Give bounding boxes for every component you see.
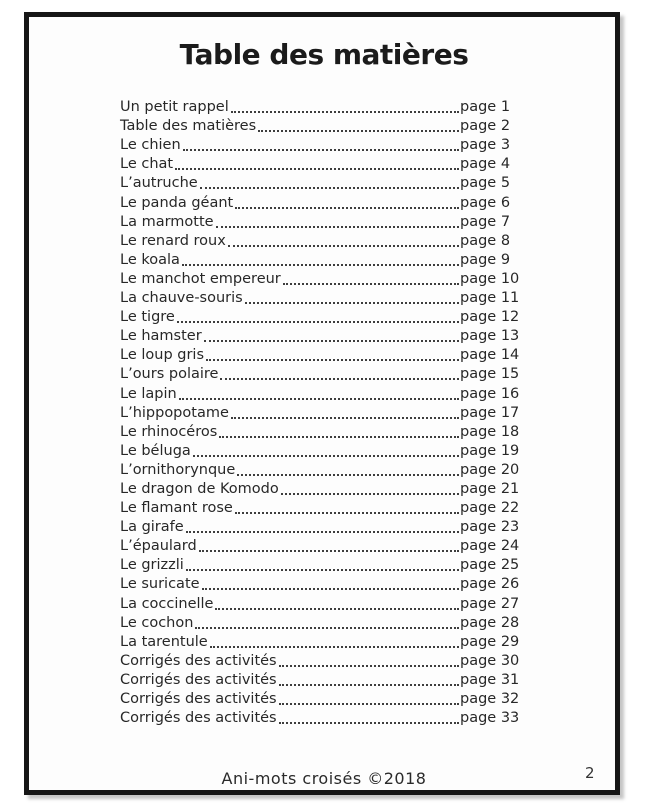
toc-entry-page: page 6 xyxy=(460,194,511,211)
toc-entry xyxy=(120,555,518,574)
toc-entry xyxy=(120,345,518,364)
toc-entry xyxy=(120,364,518,383)
toc-entry xyxy=(120,670,518,689)
toc-entry xyxy=(120,231,518,250)
toc-entry-label: Le dragon de Komodo xyxy=(120,480,279,497)
toc-entry-page: page 12 xyxy=(460,309,520,326)
toc-entry-page: page 15 xyxy=(460,366,520,383)
toc-entry xyxy=(120,441,518,460)
toc-entry-page: page 19 xyxy=(460,442,520,459)
toc-entry-label: Le rhinocéros xyxy=(120,423,218,440)
toc-entry xyxy=(120,498,518,517)
toc-entry-label: Corrigés des activités xyxy=(120,691,277,707)
page-title: Table des matières xyxy=(179,38,469,71)
toc-entry-label: La marmotte xyxy=(120,213,214,230)
toc-entry-label: L’hippopotame xyxy=(120,404,229,421)
dot-leader xyxy=(283,283,459,285)
toc-entry xyxy=(120,479,518,498)
toc-entry-label: Le hamster xyxy=(120,328,202,345)
toc-entry-page: page 22 xyxy=(460,500,520,517)
dot-leader xyxy=(235,207,459,209)
dot-leader xyxy=(200,187,459,189)
toc-entry-label: Le tigre xyxy=(120,309,175,326)
toc-entry-page: page 27 xyxy=(460,595,520,612)
dot-leader xyxy=(220,378,459,380)
toc-entry-label: Le béluga xyxy=(120,442,191,459)
toc-entry-label: Corrigés des activités xyxy=(120,710,277,727)
toc-entry-label: Le loup gris xyxy=(120,347,205,364)
dot-leader xyxy=(204,340,459,342)
dot-leader xyxy=(235,512,459,514)
toc-entry-page: page 14 xyxy=(460,347,520,364)
toc-entry-page: page 29 xyxy=(460,633,520,650)
toc-entry xyxy=(120,689,518,708)
toc-entry-page: page 24 xyxy=(460,538,520,555)
dot-leader xyxy=(281,493,459,495)
toc-entry-label: Table des matières xyxy=(120,118,257,135)
dot-leader xyxy=(216,226,459,228)
dot-leader xyxy=(182,264,459,266)
toc-entry-label: La coccinelle xyxy=(120,595,214,612)
toc-entry xyxy=(120,422,518,441)
dot-leader xyxy=(279,722,459,724)
toc-entry-page: page 9 xyxy=(460,251,511,268)
toc-entry-label: L’ours polaire xyxy=(120,366,219,383)
toc-entry-page: page 31 xyxy=(460,671,520,688)
toc-entry-page: page 10 xyxy=(460,270,520,287)
toc-entry-label: Le chat xyxy=(120,156,174,173)
dot-leader xyxy=(179,398,459,400)
toc-entry-page: page 26 xyxy=(460,576,520,593)
dot-leader xyxy=(193,455,459,457)
toc-entry xyxy=(120,135,518,154)
dot-leader xyxy=(177,321,459,323)
toc-entry-page: page 11 xyxy=(460,290,520,307)
toc-entry-page: page 21 xyxy=(460,480,520,497)
toc-entry-label: La girafe xyxy=(120,519,184,536)
dot-leader xyxy=(210,646,459,648)
dot-leader xyxy=(183,149,459,151)
dot-leader xyxy=(279,684,459,686)
toc-entry-page: page 4 xyxy=(460,156,511,173)
toc-entry xyxy=(120,269,518,288)
dot-leader xyxy=(215,608,459,610)
toc-entry-label: Le suricate xyxy=(120,576,200,593)
page-number-label: 2 xyxy=(585,764,595,782)
dot-leader xyxy=(258,130,459,132)
toc-entry-label: Corrigés des activités xyxy=(120,671,277,688)
toc-entry-page: page 5 xyxy=(460,175,511,192)
toc-entry-page: page 30 xyxy=(460,652,520,669)
toc-entry-label: Le chien xyxy=(120,137,181,154)
toc-entry-page: page 3 xyxy=(460,137,511,154)
dot-leader xyxy=(219,436,459,438)
toc-entry-page: page 2 xyxy=(460,118,511,135)
toc-entry xyxy=(120,536,518,555)
dot-leader xyxy=(279,703,459,705)
dot-leader xyxy=(175,168,459,170)
toc-entry-label: Le koala xyxy=(120,251,180,268)
toc-entry-page: page 32 xyxy=(460,691,520,707)
toc-entry xyxy=(120,574,518,593)
toc-entry xyxy=(120,154,518,173)
toc-entry xyxy=(120,517,518,536)
toc-entry-page: page 33 xyxy=(460,710,520,727)
toc-entry-label: Le panda géant xyxy=(120,194,234,211)
toc-entry xyxy=(120,593,518,612)
toc-entry-label: La tarentule xyxy=(120,633,208,650)
dot-leader xyxy=(231,417,459,419)
toc-entry xyxy=(120,383,518,402)
toc-entry xyxy=(120,173,518,192)
toc-entry xyxy=(120,651,518,670)
toc-entry xyxy=(120,288,518,307)
toc-entry-label: Un petit rappel xyxy=(120,99,229,116)
dot-leader xyxy=(202,588,459,590)
toc-entry xyxy=(120,116,518,135)
toc-entry-label: Le cochon xyxy=(120,614,194,631)
toc-entry-page: page 17 xyxy=(460,404,520,421)
toc-entry-label: La chauve-souris xyxy=(120,290,243,307)
toc-entry-label: L’épaulard xyxy=(120,538,197,555)
dot-leader xyxy=(228,245,459,247)
toc-entry xyxy=(120,708,518,727)
dot-leader xyxy=(237,474,459,476)
toc-entry-page: page 1 xyxy=(460,99,511,116)
toc-entry-page: page 25 xyxy=(460,557,520,574)
toc-entry xyxy=(120,460,518,479)
dot-leader xyxy=(195,627,459,629)
dot-leader xyxy=(186,531,459,533)
toc-entry xyxy=(120,250,518,269)
toc-entry-label: Le grizzli xyxy=(120,557,184,574)
toc-entry-label: L’ornithorynque xyxy=(120,461,236,478)
toc-entry-page: page 13 xyxy=(460,328,520,345)
toc-entry-page: page 23 xyxy=(460,519,520,536)
toc-entry-page: page 18 xyxy=(460,423,520,440)
toc-entry-page: page 28 xyxy=(460,614,520,631)
footer-credit: Ani-mots croisés ©2018 xyxy=(221,769,427,788)
dot-leader xyxy=(186,569,459,571)
toc-entry-label: Corrigés des activités xyxy=(120,652,277,669)
dot-leader xyxy=(231,111,459,113)
toc-entry-page: page 8 xyxy=(460,232,511,249)
toc-entry-label: Le lapin xyxy=(120,385,177,402)
dot-leader xyxy=(279,665,459,667)
toc-entry xyxy=(120,403,518,422)
toc-entry-label: Le manchot empereur xyxy=(120,270,281,287)
toc-entry-label: Le renard roux xyxy=(120,232,226,249)
toc-entry xyxy=(120,212,518,231)
toc-entry xyxy=(120,632,518,651)
toc-list xyxy=(120,97,518,727)
toc-entry-page: page 7 xyxy=(460,213,511,230)
toc-entry-label: Le flamant rose xyxy=(120,500,233,517)
dot-leader xyxy=(199,550,459,552)
toc-entry xyxy=(120,97,518,116)
toc-entry xyxy=(120,192,518,211)
toc-entry-page: page 16 xyxy=(460,385,520,402)
toc-entry xyxy=(120,326,518,345)
dot-leader xyxy=(206,359,459,361)
toc-entry xyxy=(120,307,518,326)
dot-leader xyxy=(245,302,459,304)
toc-entry xyxy=(120,613,518,632)
toc-entry-label: L’autruche xyxy=(120,175,198,192)
toc-entry-page: page 20 xyxy=(460,461,520,478)
